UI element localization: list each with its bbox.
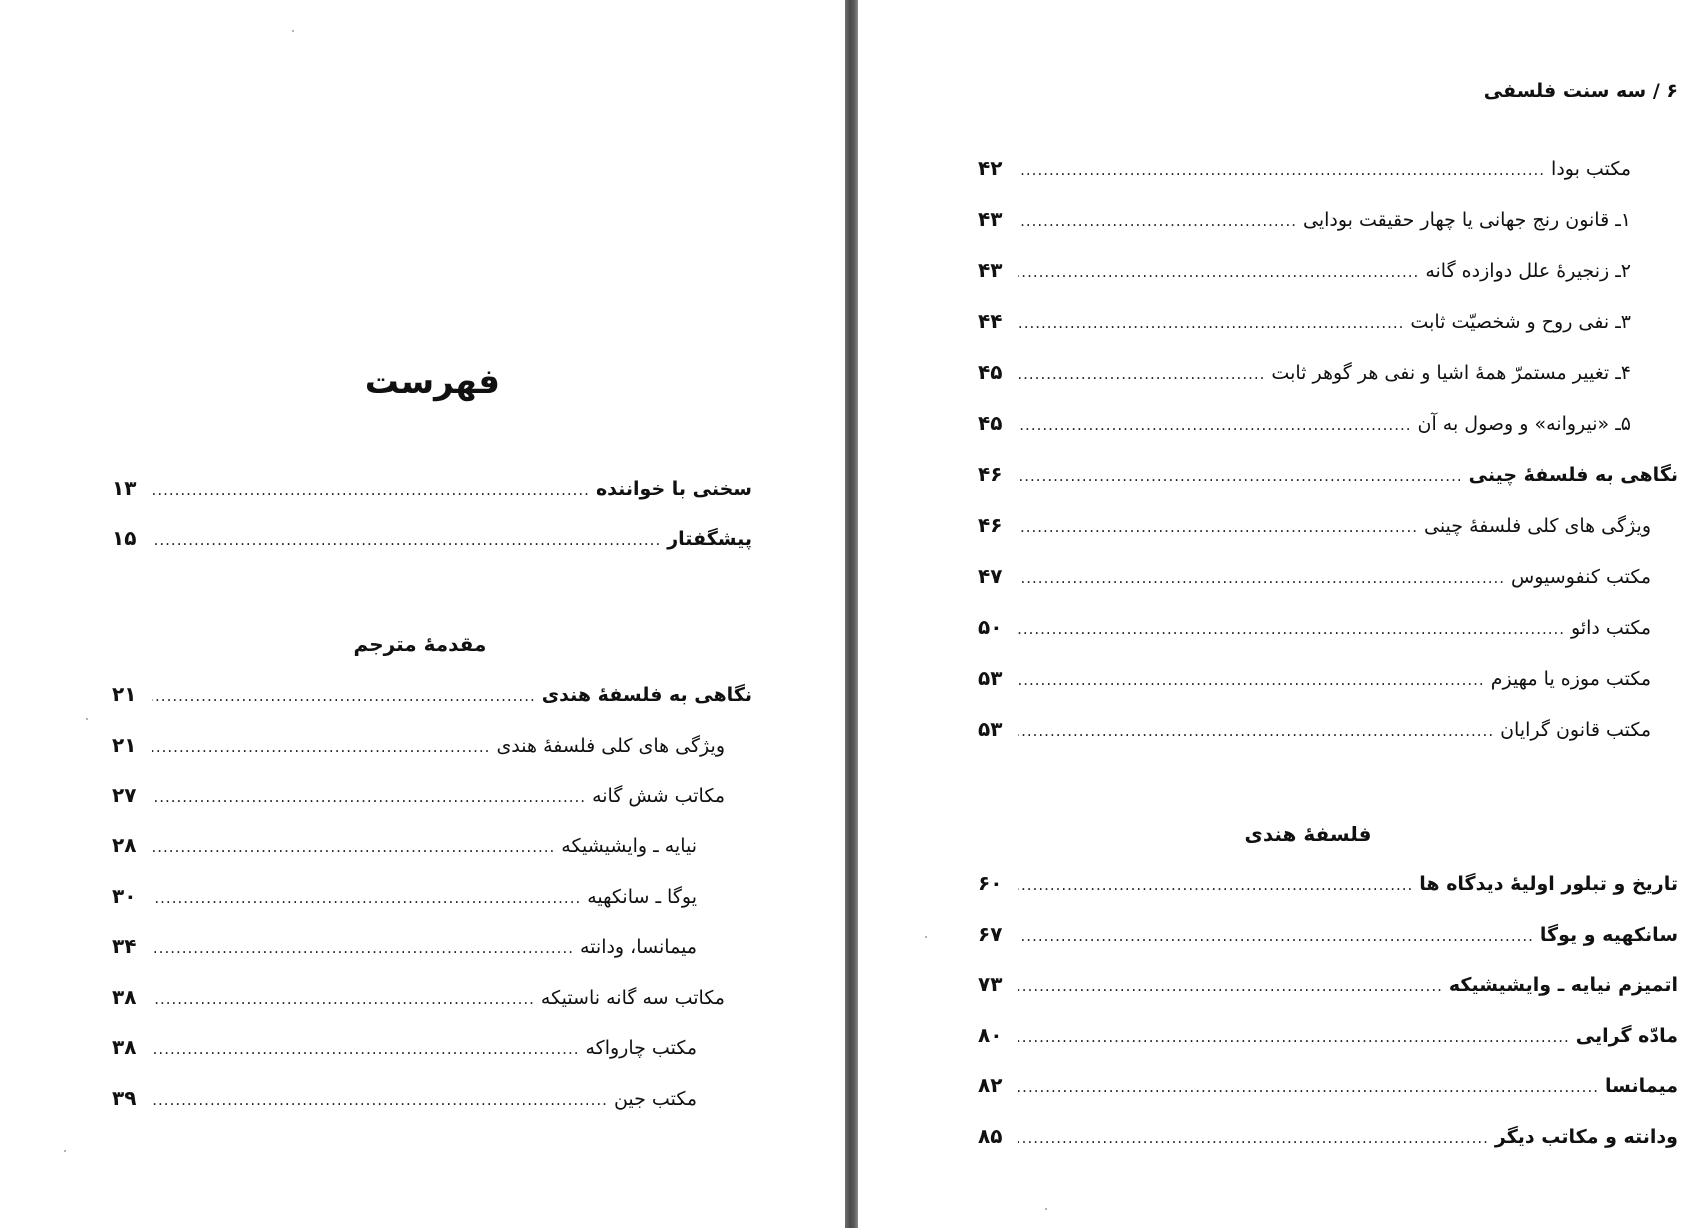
toc-title: فهرست	[364, 362, 500, 402]
toc-entry[interactable]	[112, 731, 725, 761]
toc-entry-title: ۱ـ قانون رنج جهانی یا چهار حقیقت بودایی	[1302, 209, 1631, 231]
toc-entry-title: سانکهیه و یوگا	[1539, 924, 1678, 946]
toc-entry-title: نیایه ـ وایشیشیکه	[561, 835, 697, 857]
toc-entry-page: ۸۵	[978, 1124, 1003, 1148]
toc-entry-title: مکاتب سه گانه ناستیکه	[540, 987, 725, 1009]
dot-leader	[1018, 411, 1412, 439]
dot-leader	[152, 934, 574, 962]
toc-entry[interactable]	[978, 970, 1678, 1000]
dot-leader	[152, 476, 590, 504]
toc-entry-page: ۴۳	[978, 207, 1003, 231]
dot-leader	[1018, 922, 1534, 950]
toc-entry[interactable]	[978, 664, 1651, 694]
toc-entry[interactable]	[978, 869, 1678, 899]
dot-leader	[1018, 156, 1545, 184]
dot-leader	[1018, 513, 1418, 541]
toc-entry-title: نگاهی به فلسفهٔ چینی	[1468, 464, 1678, 486]
scan-speck	[86, 718, 88, 720]
dot-leader	[1018, 615, 1565, 643]
toc-entry[interactable]	[978, 460, 1678, 490]
toc-entry[interactable]	[978, 920, 1678, 950]
dot-leader	[1018, 564, 1505, 592]
toc-entry[interactable]	[112, 1084, 697, 1114]
dot-leader	[1018, 1023, 1570, 1051]
toc-entry-page: ۴۳	[978, 258, 1003, 282]
toc-entry-title: مکاتب شش گانه	[592, 785, 725, 807]
dot-leader	[1018, 462, 1463, 490]
toc-entry-title: تاریخ و تبلور اولیهٔ دیدگاه ها	[1419, 873, 1678, 895]
toc-entry[interactable]	[112, 680, 752, 710]
toc-entry-title: ۴ـ تغییر مستمرّ همهٔ اشیا و نفی هر گوهر ثابت	[1271, 362, 1631, 384]
toc-entry-title: نگاهی به فلسفهٔ هندی	[541, 684, 752, 706]
toc-entry-page: ۴۵	[978, 360, 1003, 384]
toc-entry-page: ۵۰	[978, 615, 1003, 639]
toc-entry-title: مکتب قانون گرایان	[1500, 719, 1651, 741]
toc-entry-title: مکتب چارواکه	[585, 1037, 697, 1059]
dot-leader	[1018, 309, 1404, 337]
book-gutter	[845, 0, 858, 1228]
toc-entry[interactable]	[112, 983, 725, 1013]
toc-entry[interactable]	[978, 1021, 1678, 1051]
toc-entry[interactable]	[112, 781, 725, 811]
toc-entry[interactable]	[978, 205, 1631, 235]
toc-entry-page: ۳۸	[112, 1035, 137, 1059]
dot-leader	[152, 526, 661, 554]
toc-entry-title: ودانته و مکاتب دیگر	[1494, 1126, 1678, 1148]
running-head: ۶ / سه سنت فلسفی	[1483, 80, 1678, 102]
toc-entry-page: ۴۲	[978, 156, 1003, 180]
dot-leader	[152, 1035, 580, 1063]
toc-entry[interactable]	[978, 511, 1651, 541]
dot-leader	[1018, 871, 1413, 899]
toc-entry-page: ۶۰	[978, 871, 1003, 895]
toc-entry-title: پیشگفتار	[667, 528, 752, 550]
toc-entry-title: مکتب کنفوسیوس	[1511, 566, 1651, 588]
dot-leader	[1018, 207, 1297, 235]
right-page	[858, 0, 1699, 1228]
toc-entry-page: ۸۲	[978, 1073, 1003, 1097]
toc-entry-title: میمانسا	[1605, 1075, 1678, 1097]
toc-entry[interactable]	[978, 358, 1631, 388]
toc-entry-title: ۳ـ نفی روح و شخصیّت ثابت	[1410, 311, 1631, 333]
scan-speck	[1045, 1208, 1047, 1210]
toc-entry[interactable]	[978, 613, 1651, 643]
dot-leader	[1018, 1073, 1599, 1101]
toc-entry-page: ۵۳	[978, 666, 1003, 690]
toc-entry-page: ۳۴	[112, 934, 137, 958]
dot-leader	[1018, 360, 1265, 388]
toc-entry-page: ۵۳	[978, 717, 1003, 741]
toc-entry[interactable]	[112, 524, 752, 554]
toc-entry-page: ۳۰	[112, 884, 137, 908]
toc-entry-title: ویژگی های کلی فلسفهٔ هندی	[496, 735, 725, 757]
dot-leader	[152, 884, 581, 912]
toc-entry-title: مکتب دائو	[1571, 617, 1651, 639]
toc-entry-title: مادّه گرایی	[1575, 1025, 1678, 1047]
toc-entry[interactable]	[978, 256, 1631, 286]
toc-entry-page: ۱۵	[112, 526, 137, 550]
toc-entry-title: یوگا ـ سانکهیه	[587, 886, 697, 908]
dot-leader	[152, 1086, 608, 1114]
dot-leader	[1018, 1124, 1489, 1152]
toc-entry-page: ۶۷	[978, 922, 1003, 946]
dot-leader	[152, 985, 535, 1013]
toc-entry[interactable]	[112, 932, 697, 962]
toc-entry-title: سخنی با خواننده	[595, 478, 752, 500]
section-heading: فلسفهٔ هندی	[1244, 822, 1372, 846]
toc-entry[interactable]	[112, 831, 697, 861]
toc-entry-page: ۴۶	[978, 513, 1003, 537]
toc-entry-page: ۱۳	[112, 476, 137, 500]
toc-entry[interactable]	[112, 1033, 697, 1063]
toc-entry-title: میمانسا، ودانته	[579, 936, 697, 958]
toc-entry-page: ۳۸	[112, 985, 137, 1009]
toc-entry-title: مکتب موزه یا مهیزم	[1490, 668, 1651, 690]
dot-leader	[1018, 258, 1419, 286]
toc-entry-title: مکتب بودا	[1551, 158, 1631, 180]
toc-entry[interactable]	[978, 715, 1651, 745]
scan-speck	[925, 936, 927, 938]
toc-entry-page: ۲۷	[112, 783, 137, 807]
dot-leader	[152, 833, 555, 861]
scan-speck	[292, 30, 294, 32]
dot-leader	[1018, 666, 1485, 694]
dot-leader	[1018, 972, 1443, 1000]
toc-entry-title: اتمیزم نیایه ـ وایشیشیکه	[1448, 974, 1678, 996]
dot-leader	[1018, 717, 1494, 745]
toc-entry-page: ۴۶	[978, 462, 1003, 486]
toc-entry-title: ۵ـ «نیروانه» و وصول به آن	[1417, 413, 1631, 435]
toc-entry-page: ۲۱	[112, 682, 137, 706]
toc-entry-page: ۴۵	[978, 411, 1003, 435]
toc-entry-title: مکتب جین	[613, 1088, 697, 1110]
toc-entry-page: ۳۹	[112, 1086, 137, 1110]
toc-entry[interactable]	[978, 307, 1631, 337]
toc-entry-page: ۴۴	[978, 309, 1003, 333]
section-heading: مقدمهٔ مترجم	[353, 632, 487, 656]
toc-entry-page: ۷۳	[978, 972, 1003, 996]
toc-entry-page: ۲۸	[112, 833, 137, 857]
toc-entry-title: ۲ـ زنجیرهٔ علل دوازده گانه	[1425, 260, 1631, 282]
dot-leader	[152, 733, 490, 761]
toc-entry[interactable]	[978, 1071, 1678, 1101]
scan-speck	[64, 1150, 66, 1152]
toc-entry[interactable]	[978, 1122, 1678, 1152]
toc-entry-page: ۴۷	[978, 564, 1003, 588]
toc-entry-title: ویژگی های کلی فلسفهٔ چینی	[1423, 515, 1651, 537]
toc-entry[interactable]	[112, 474, 752, 504]
toc-entry-page: ۸۰	[978, 1023, 1003, 1047]
toc-entry-page: ۲۱	[112, 733, 137, 757]
dot-leader	[152, 682, 536, 710]
toc-entry[interactable]	[112, 882, 697, 912]
dot-leader	[152, 783, 586, 811]
left-page	[0, 0, 845, 1228]
toc-entry[interactable]	[978, 154, 1631, 184]
toc-entry[interactable]	[978, 562, 1651, 592]
toc-entry[interactable]	[978, 409, 1631, 439]
